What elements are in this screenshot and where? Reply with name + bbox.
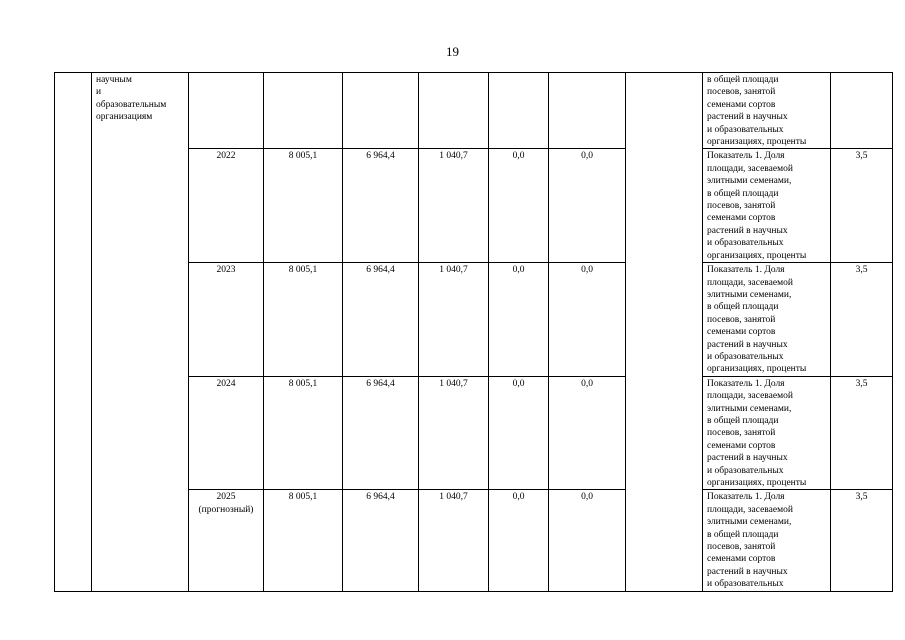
indicator-line: площади, засеваемой bbox=[707, 163, 793, 174]
indicator-line: организациях, проценты bbox=[707, 364, 807, 375]
indicator-line: семенами сортов bbox=[707, 554, 776, 565]
other-cell: 0,0 bbox=[549, 149, 626, 263]
value-cell: 3,5 bbox=[831, 376, 893, 490]
indicator-line: площади, засеваемой bbox=[707, 277, 793, 288]
value-cell: 3,5 bbox=[831, 490, 893, 591]
indicator-line: растений в научных bbox=[707, 339, 788, 350]
indicator-line: площади, засеваемой bbox=[707, 391, 793, 402]
local-cell: 0,0 bbox=[489, 149, 549, 263]
value-cell: 3,5 bbox=[831, 149, 893, 263]
regional-cell: 1 040,7 bbox=[419, 490, 489, 591]
regional-cell: 1 040,7 bbox=[419, 149, 489, 263]
page-number: 19 bbox=[446, 44, 459, 59]
regional-cell: 1 040,7 bbox=[419, 263, 489, 377]
indicator-line: и образовательных bbox=[707, 351, 784, 362]
indicator-line: растений в научных bbox=[707, 112, 788, 123]
indicator-line: растений в научных bbox=[707, 566, 788, 577]
indicator-line: Показатель 1. Доля bbox=[707, 492, 785, 503]
indicator-line: семенами сортов bbox=[707, 440, 776, 451]
recipient-line: образовательным bbox=[96, 99, 167, 110]
indicator-line: площади, засеваемой bbox=[707, 504, 793, 515]
indicator-line: и образовательных bbox=[707, 579, 784, 590]
regional-cell bbox=[419, 73, 489, 149]
other-cell bbox=[549, 73, 626, 149]
indicator-line: посевов, занятой bbox=[707, 428, 776, 439]
indicator-line: организациях, проценты bbox=[707, 478, 807, 488]
indicator-line: и образовательных bbox=[707, 238, 784, 249]
indicator-line: посевов, занятой bbox=[707, 201, 776, 212]
indicator-line: семенами сортов bbox=[707, 99, 776, 110]
indicator-line: растений в научных bbox=[707, 225, 788, 236]
year-cell bbox=[189, 149, 264, 263]
continuation-row bbox=[55, 73, 893, 149]
number-cell bbox=[55, 73, 92, 592]
indicator-line: растений в научных bbox=[707, 453, 788, 464]
year-cell bbox=[189, 73, 264, 149]
total-cell: 8 005,1 bbox=[264, 263, 343, 377]
year-line: 2025 bbox=[216, 492, 236, 503]
budget-table bbox=[54, 72, 893, 592]
indicator-line: Показатель 1. Доля bbox=[707, 265, 785, 276]
year-cell bbox=[189, 490, 264, 591]
indicator-line: в общей площади bbox=[707, 415, 779, 426]
indicator-line: организациях, проценты bbox=[707, 250, 807, 261]
indicator-line: Показатель 1. Доля bbox=[707, 378, 785, 389]
indicator-line: организациях, проценты bbox=[707, 137, 807, 148]
other-cell: 0,0 bbox=[549, 263, 626, 377]
year-line: (прогнозный) bbox=[198, 504, 254, 515]
value-cell bbox=[831, 73, 893, 149]
indicator-line: в общей площади bbox=[707, 75, 779, 85]
value-cell: 3,5 bbox=[831, 263, 893, 377]
federal-cell bbox=[343, 73, 419, 149]
total-cell: 8 005,1 bbox=[264, 490, 343, 591]
indicator-line: посевов, занятой bbox=[707, 87, 776, 98]
year-line: 2023 bbox=[216, 265, 236, 276]
indicator-line: элитными семенами, bbox=[707, 176, 792, 187]
recipient-line: и bbox=[96, 87, 102, 98]
regional-cell: 1 040,7 bbox=[419, 376, 489, 490]
year-cell bbox=[189, 376, 264, 490]
indicator-cell bbox=[703, 73, 831, 149]
indicator-cell bbox=[703, 263, 831, 377]
indicator-line: и образовательных bbox=[707, 465, 784, 476]
recipient-cell bbox=[92, 73, 189, 592]
other-cell: 0,0 bbox=[549, 490, 626, 591]
year-cell bbox=[189, 263, 264, 377]
indicator-line: и образовательных bbox=[707, 124, 784, 135]
local-cell bbox=[489, 73, 549, 149]
total-cell bbox=[264, 73, 343, 149]
indicator-line: в общей площади bbox=[707, 529, 779, 540]
total-cell: 8 005,1 bbox=[264, 149, 343, 263]
indicator-line: Показатель 1. Доля bbox=[707, 151, 785, 162]
federal-cell: 6 964,4 bbox=[343, 376, 419, 490]
federal-cell: 6 964,4 bbox=[343, 149, 419, 263]
indicator-line: семенами сортов bbox=[707, 213, 776, 224]
indicator-line: посевов, занятой bbox=[707, 542, 776, 553]
indicator-cell bbox=[703, 149, 831, 263]
local-cell: 0,0 bbox=[489, 263, 549, 377]
total-cell: 8 005,1 bbox=[264, 376, 343, 490]
local-cell: 0,0 bbox=[489, 490, 549, 591]
indicator-cell bbox=[703, 376, 831, 490]
indicator-line: в общей площади bbox=[707, 302, 779, 313]
recipient-line: научным bbox=[96, 75, 132, 85]
indicator-line: элитными семенами, bbox=[707, 403, 792, 414]
federal-cell: 6 964,4 bbox=[343, 490, 419, 591]
executor-cell bbox=[626, 73, 703, 592]
recipient-line: организациям bbox=[96, 112, 153, 123]
federal-cell: 6 964,4 bbox=[343, 263, 419, 377]
year-line: 2024 bbox=[216, 378, 236, 389]
indicator-cell bbox=[703, 490, 831, 591]
indicator-line: элитными семенами, bbox=[707, 289, 792, 300]
indicator-line: посевов, занятой bbox=[707, 314, 776, 325]
other-cell: 0,0 bbox=[549, 376, 626, 490]
indicator-line: элитными семенами, bbox=[707, 517, 792, 528]
year-line: 2022 bbox=[216, 151, 236, 162]
indicator-line: в общей площади bbox=[707, 188, 779, 199]
local-cell: 0,0 bbox=[489, 376, 549, 490]
indicator-line: семенами сортов bbox=[707, 327, 776, 338]
